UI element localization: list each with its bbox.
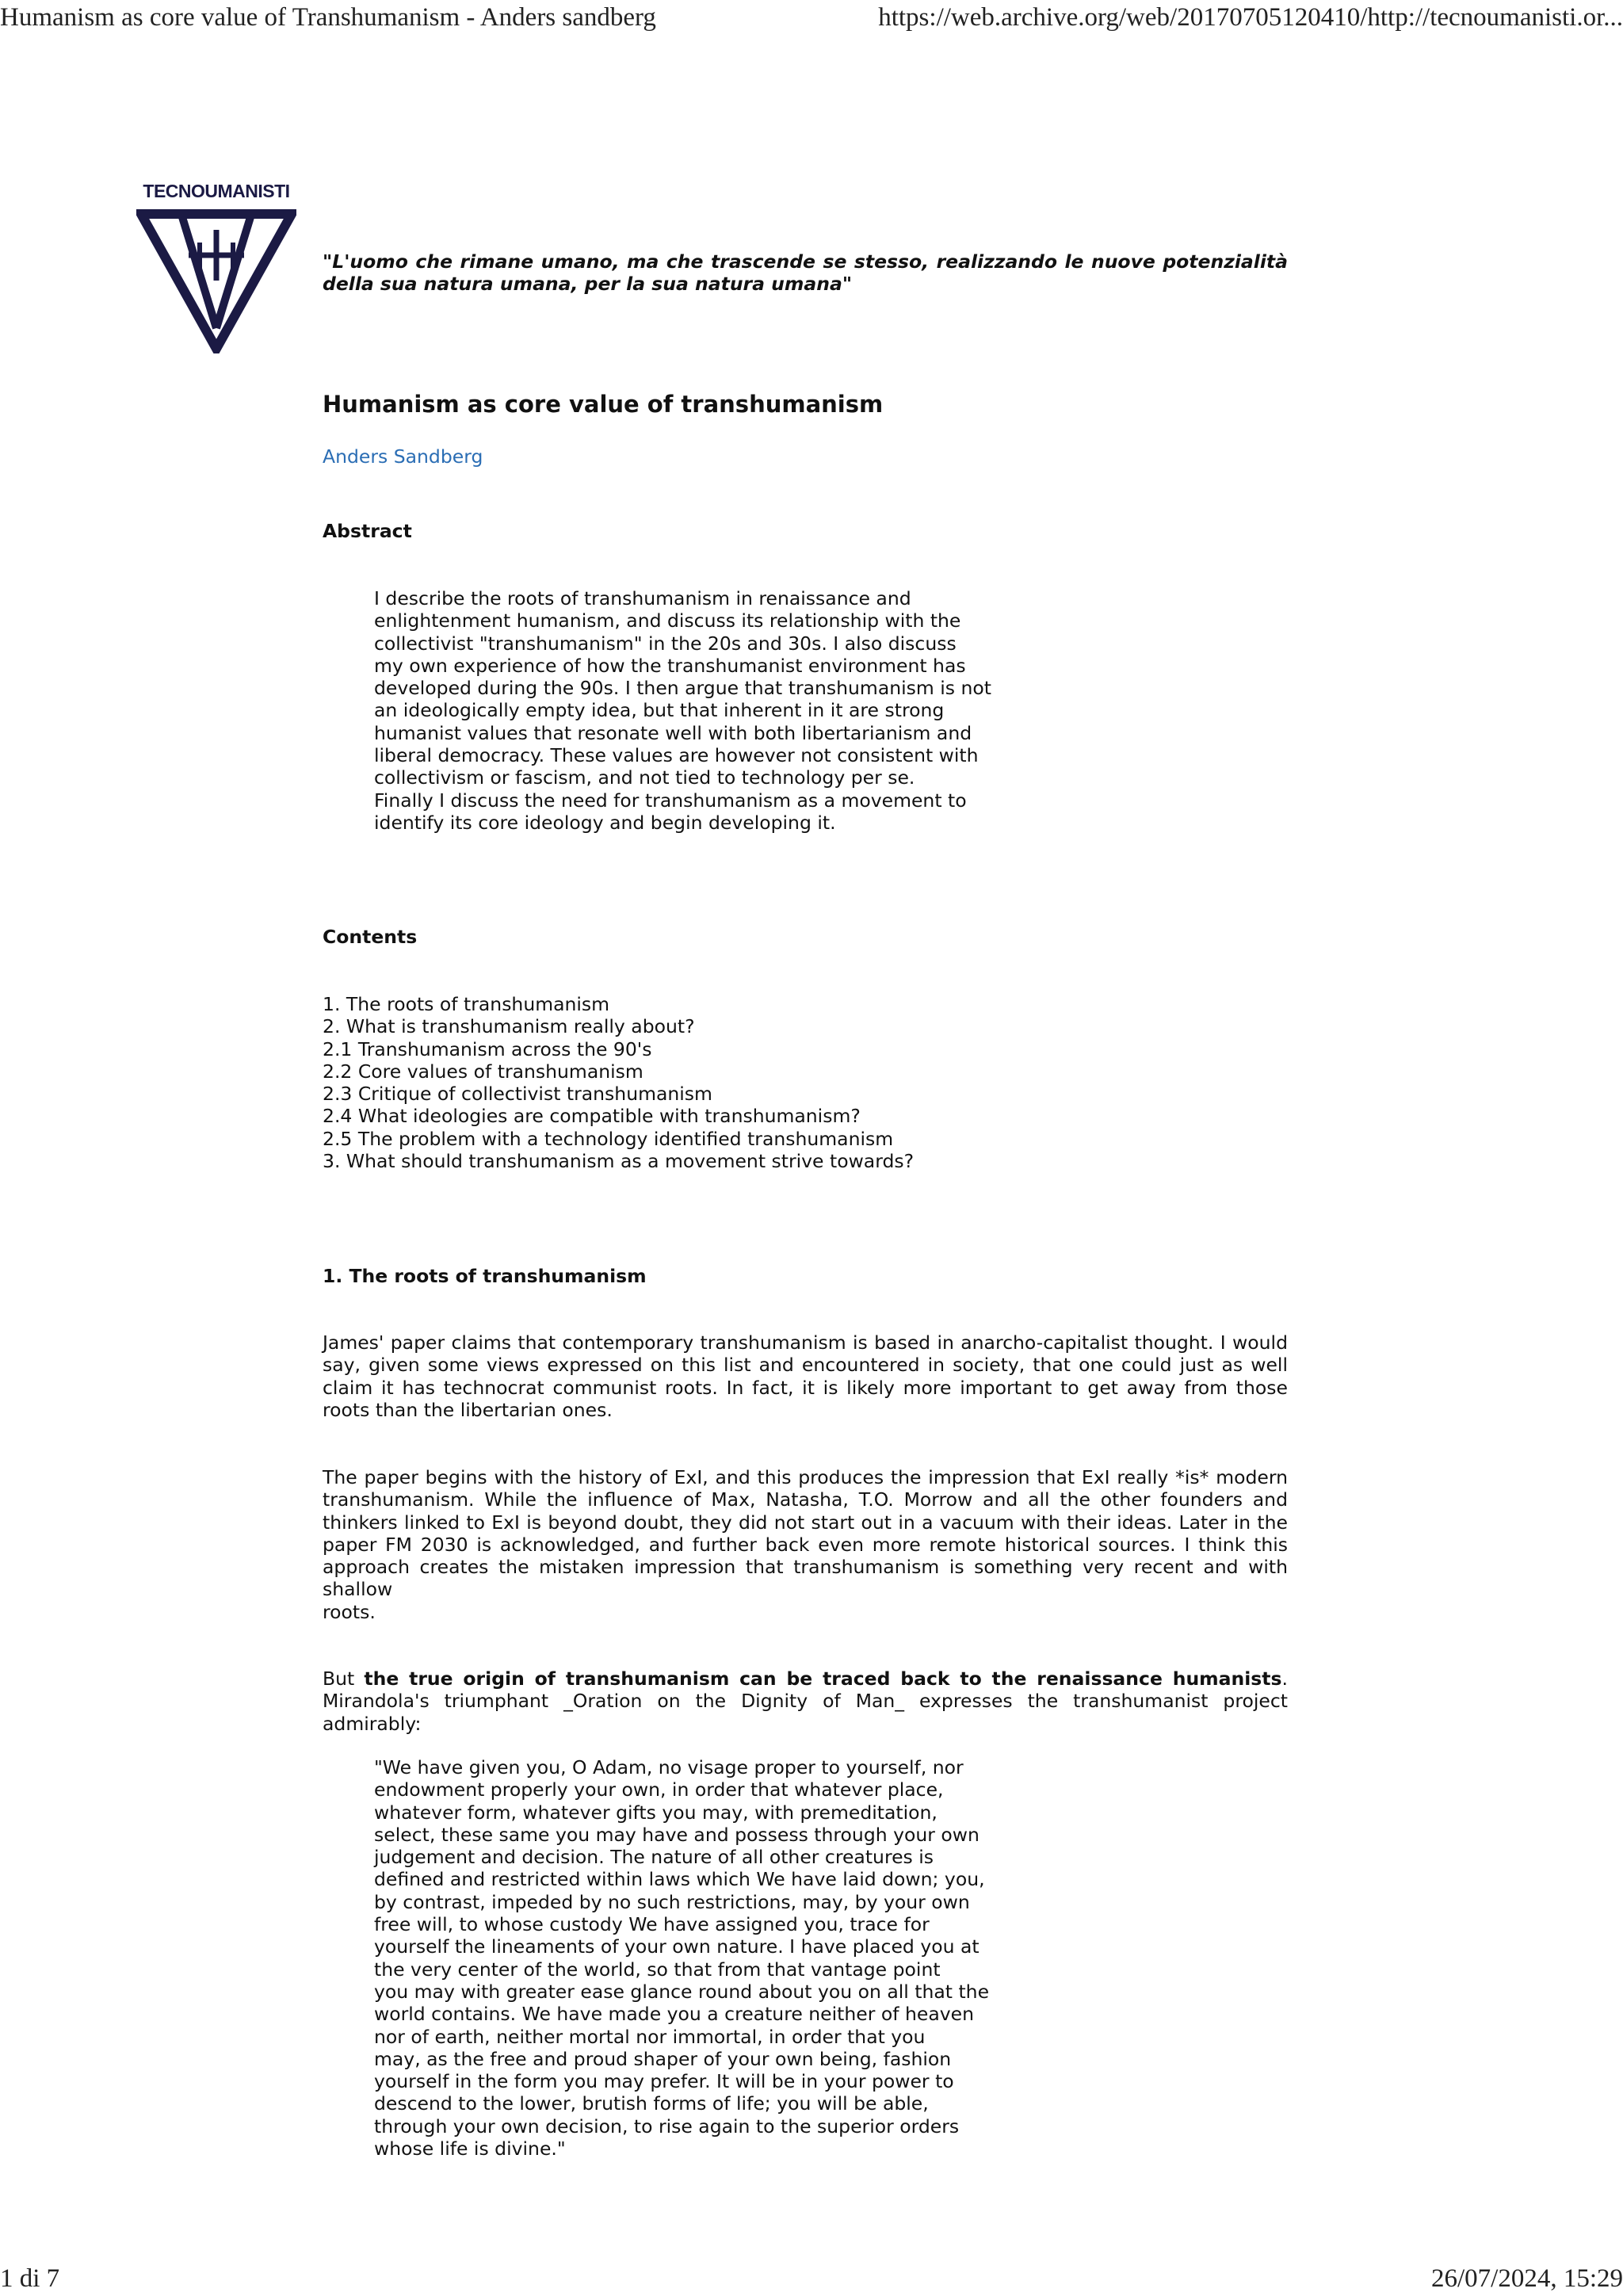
contents-item[interactable]: 2.5 The problem with a technology identified transhumanism — [323, 1127, 894, 1150]
quote-line: defined and restricted within laws which We have laid down; you, — [374, 1868, 985, 1891]
quote-line: you may with greater ease glance round about you on all that the — [374, 1980, 990, 2003]
quote-line: through your own decision, to rise again to the superior orders — [374, 2115, 960, 2137]
abstract-line: liberal democracy. These values are however not consistent with — [374, 744, 979, 767]
contents-item[interactable]: 2.2 Core values of transhumanism — [323, 1060, 643, 1083]
print-footer-page: 1 di 7 — [0, 2264, 60, 2293]
abstract-text — [374, 587, 992, 834]
article-title: Humanism as core value of transhumanism — [323, 391, 884, 418]
paragraph-last-line: roots. — [323, 1600, 376, 1623]
abstract-line: developed during the 90s. I then argue that transhumanism is not — [374, 677, 991, 700]
quote-line: judgement and decision. The nature of all other creatures is — [374, 1846, 934, 1869]
contents-item[interactable]: 1. The roots of transhumanism — [323, 993, 610, 1015]
quote-line: yourself in the form you may prefer. It will be in your power to — [374, 2070, 954, 2093]
quote-line: whatever form, whatever gifts you may, with premeditation, — [374, 1801, 938, 1824]
print-header-url: https://web.archive.org/web/20170705120410/http://tecnoumanisti.or... — [878, 3, 1623, 32]
abstract-line: an ideologically empty idea, but that inherent in it are strong — [374, 699, 945, 722]
block-quote — [374, 1756, 992, 2160]
contents-item[interactable]: 2. What is transhumanism really about? — [323, 1015, 695, 1038]
section-heading: 1. The roots of transhumanism — [323, 1265, 647, 1287]
abstract-line: enlightenment humanism, and discuss its relationship with the — [374, 609, 961, 632]
abstract-line: identify its core ideology and begin developing it. — [374, 811, 836, 834]
contents-item[interactable]: 2.1 Transhumanism across the 90's — [323, 1037, 652, 1060]
emphasized-text: the true origin of transhumanism can be traced back to the renaissance humanists — [364, 1668, 1282, 1690]
quote-line: select, these same you may have and possess through your own — [374, 1823, 980, 1846]
quote-line: free will, to whose custody We have assigned you, trace for — [374, 1913, 930, 1936]
print-header-title: Humanism as core value of Transhumanism - Anders sandberg — [0, 3, 656, 32]
tecnoumanisti-logo[interactable] — [133, 181, 300, 355]
quote-line: endowment properly your own, in order that whatever place, — [374, 1778, 944, 1801]
abstract-line: Finally I discuss the need for transhumanism as a movement to — [374, 789, 967, 812]
abstract-line: my own experience of how the transhumanist environment has — [374, 654, 966, 677]
print-footer-datetime: 26/07/2024, 15:29 — [1430, 2264, 1623, 2293]
quote-line: descend to the lower, brutish forms of life; you will be able, — [374, 2092, 929, 2115]
paragraph — [323, 1668, 1288, 1735]
site-tagline: "L'uomo che rimane umano, ma che trascende se stesso, realizzando le nuove potenzialità della sua natura umana, per la sua natura umana" — [323, 250, 1288, 296]
contents-item[interactable]: 3. What should transhumanism as a movement strive towards? — [323, 1150, 915, 1173]
abstract-line: humanist values that resonate well with both libertarianism and — [374, 721, 972, 744]
paragraph — [323, 1466, 1288, 1623]
abstract-line: collectivism or fascism, and not tied to technology per se. — [374, 766, 915, 789]
contents-item[interactable]: 2.4 What ideologies are compatible with transhumanism? — [323, 1105, 861, 1128]
abstract-line: I describe the roots of transhumanism in renaissance and — [374, 587, 911, 609]
paragraph-text: But — [323, 1668, 365, 1690]
quote-line: yourself the lineaments of your own nature. I have placed you at — [374, 1935, 980, 1958]
logo-wordmark: TECNOUMANISTI — [143, 181, 290, 201]
quote-line: by contrast, impeded by no such restrictions, may, by your own — [374, 1890, 970, 1913]
contents-item[interactable]: 2.3 Critique of collectivist transhumanism — [323, 1083, 712, 1106]
quote-line: nor of earth, neither mortal nor immortal, in order that you — [374, 2025, 926, 2048]
abstract-heading: Abstract — [323, 520, 412, 542]
paragraph-main: The paper begins with the history of ExI, and this produces the impression that ExI really *is* modern transhumanism. While the influence of Max, Natasha, T.O. Morrow and all the other founders and thinkers linked to ExI is beyond doubt, they did not start out in a vacuum with their ideas. Later in the paper FM 2030 is acknowledged, and further back even more remote historical sources. I think this approach creates the mistaken impression that transhumanism is something very recent and with shallow — [323, 1466, 1288, 1601]
quote-line: the very center of the world, so that from that vantage point — [374, 1958, 941, 1981]
paragraph: James' paper claims that contemporary transhumanism is based in anarcho-capitalist thought. I would say, given some views expressed on this list and encountered in society, that one could just as well claim it has technocrat communist roots. In fact, it is likely more important to get away from those roots than the libertarian ones. — [323, 1331, 1288, 1421]
quote-line: whose life is divine." — [374, 2137, 566, 2160]
quote-line: "We have given you, O Adam, no visage proper to yourself, nor — [374, 1756, 964, 1778]
contents-list — [323, 993, 1288, 1172]
quote-line: world contains. We have made you a creature neither of heaven — [374, 2003, 974, 2026]
quote-line: may, as the free and proud shaper of your own being, fashion — [374, 2047, 952, 2070]
abstract-line: collectivist "transhumanism" in the 20s and 30s. I also discuss — [374, 632, 957, 655]
paragraph-text: . Mirandola's triumphant _Oration on the Dignity of Man_ expresses the transhumanist project admirably: — [323, 1668, 1288, 1735]
author-link[interactable]: Anders Sandberg — [323, 445, 483, 468]
contents-heading: Contents — [323, 926, 418, 948]
triangle-emblem-icon — [136, 209, 296, 353]
